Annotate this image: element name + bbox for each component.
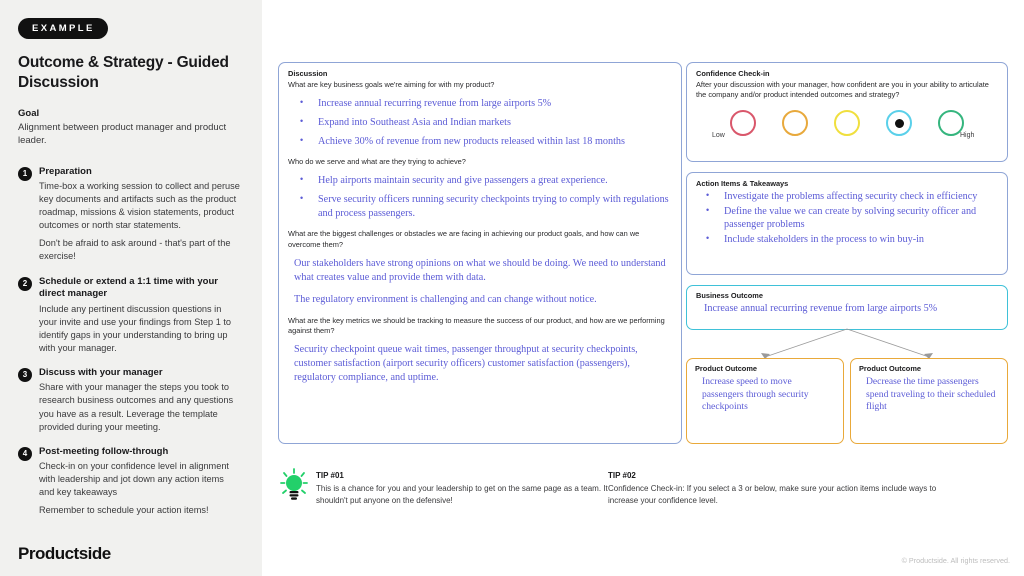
step-paragraph: Time-box a working session to collect and peruse key documents and artifacts such as the product roadmap, missions & vision statements, product outcomes or north star statements. [39, 181, 240, 231]
confidence-selected-dot [895, 119, 904, 128]
step-1 [18, 166, 240, 264]
step-number-badge: 2 [18, 277, 32, 291]
discussion-question: Who do we serve and what are they trying to achieve? [288, 157, 466, 167]
confidence-high-label: High [960, 132, 975, 140]
confidence-option-2[interactable] [782, 110, 808, 136]
product-outcome-card-1 [686, 358, 844, 444]
step-body [39, 367, 240, 434]
confidence-option-3[interactable] [834, 110, 860, 136]
tips-row [278, 468, 1018, 506]
steps-list [18, 166, 240, 518]
product-outcome-text-2: Decrease the time passengers spend traveling to their scheduled flight [866, 376, 996, 413]
discussion-panel [278, 62, 682, 444]
step-paragraph: Remember to schedule your action items! [39, 505, 209, 516]
tip-01-text: This is a chance for you and your leadership to get on the same page as a team. It shouldn't put anyone on the defensive! [316, 484, 608, 505]
confidence-panel [686, 62, 1008, 162]
tip-01-title: TIP #01 [316, 471, 344, 480]
discussion-answer-list [288, 97, 672, 148]
step-title: Preparation [39, 165, 92, 177]
discussion-answer-text: The regulatory environment is challenging and can change without notice. [294, 294, 597, 306]
confidence-scale[interactable] [696, 110, 998, 140]
confidence-radio[interactable] [834, 110, 860, 136]
step-number-badge: 4 [18, 447, 32, 461]
step-paragraph: Include any pertinent discussion questions in your invite and use your findings from Step 1 to identify gaps in your understanding to bring up with your manager. [39, 303, 232, 353]
step-body [39, 446, 240, 518]
list-item: • Include stakeholders in the process to win buy-in [696, 233, 998, 247]
list-item: • Expand into Southeast Asia and Indian markets [288, 116, 672, 130]
list-item: • Serve security officers running security checkpoints trying to comply with regulations and process passengers. [288, 193, 672, 220]
lightbulb-icon [278, 468, 310, 502]
discussion-answer-text: Our stakeholders have strong opinions on what we should be doing. We need to understand what creates value and provide them with data. [294, 257, 666, 283]
discussion-question: What are the biggest challenges or obstacles we are facing in achieving our product goals, and how can we overcome them? [288, 229, 640, 249]
discussion-blocks [288, 80, 672, 384]
discussion-question: What are the key metrics we should be tracking to measure the success of our product, and how are we performing against them? [288, 315, 665, 336]
list-item: • Increase annual recurring revenue from large airports 5% [288, 97, 672, 111]
goal-label: Goal [18, 107, 40, 119]
sidebar [0, 0, 262, 576]
step-title: Schedule or extend a 1:1 time with your direct manager [39, 275, 218, 300]
tip-02-text: Confidence Check-in: If you select a 3 or below, make sure your action items include ways to increase your confidence level. [608, 484, 937, 505]
step-number-badge: 3 [18, 368, 32, 382]
goal-text: Alignment between product manager and product leader. [18, 121, 227, 147]
page-title: Outcome & Strategy - Guided Discussion [18, 54, 229, 91]
example-badge: EXAMPLE [18, 18, 108, 39]
confidence-radio[interactable] [886, 110, 912, 136]
step-paragraph: Share with your manager the steps you took to research business outcomes and any questions you have as a result. Leverage the template provided during your meeting. [39, 382, 234, 432]
discussion-label: Discussion [288, 69, 328, 78]
business-outcome-label: Business Outcome [696, 291, 763, 300]
discussion-question: What are key business goals we're aiming for with my product? [288, 80, 495, 89]
action-items-list [696, 190, 998, 247]
list-item: • Achieve 30% of revenue from new products released within last 18 months [288, 135, 672, 149]
business-outcome-text: Increase annual recurring revenue from large airports 5% [704, 303, 938, 314]
confidence-option-1[interactable] [712, 110, 756, 140]
brand-logo: Productside [18, 544, 111, 563]
copyright-text: © Productside. All rights reserved. [901, 556, 1010, 565]
main-canvas [262, 0, 1024, 576]
step-paragraph: Don't be afraid to ask around - that's part of the exercise! [39, 238, 231, 262]
list-item: • Define the value we can create by solving security officer and passenger problems [696, 205, 998, 232]
step-4 [18, 446, 240, 518]
confidence-label: Confidence Check-in [696, 69, 770, 78]
list-item: • Help airports maintain security and give passengers a great experience. [288, 174, 672, 188]
step-body [39, 276, 240, 355]
confidence-question: After your discussion with your manager, how confident are you in your ability to articulate the company and/or product intended outcomes and strategy? [696, 80, 989, 100]
step-body [39, 166, 240, 264]
step-paragraph: Check-in on your confidence level in alignment with leadership and jot down any action items and key takeaways [39, 461, 229, 498]
product-outcome-text-1: Increase speed to move passengers through security checkpoints [702, 376, 809, 413]
list-item: • Investigate the problems affecting security check in efficiency [696, 190, 998, 204]
confidence-option-4[interactable] [886, 110, 912, 136]
confidence-radio[interactable] [730, 110, 756, 136]
step-2 [18, 276, 240, 355]
discussion-answer-list [288, 174, 672, 220]
confidence-low-label: Low [712, 132, 725, 140]
confidence-radio[interactable] [782, 110, 808, 136]
action-items-label: Action Items & Takeaways [696, 179, 789, 188]
product-outcome-label-2: Product Outcome [859, 364, 922, 373]
step-3 [18, 367, 240, 434]
tip-01 [278, 468, 608, 506]
business-outcome-card [686, 285, 1008, 330]
tip-02-title: TIP #02 [608, 471, 636, 480]
step-title: Post-meeting follow-through [39, 445, 169, 457]
discussion-answer-text: Security checkpoint queue wait times, passenger throughput at security checkpoints, customer satisfaction (airport security officers) customer satisfaction (passengers), regulatory compliance, and uptime. [294, 344, 638, 383]
product-outcome-card-2 [850, 358, 1008, 444]
outcome-connector-lines [686, 328, 1008, 362]
step-title: Discuss with your manager [39, 366, 163, 378]
product-outcome-label-1: Product Outcome [695, 364, 758, 373]
confidence-option-5[interactable] [938, 110, 975, 140]
step-number-badge: 1 [18, 167, 32, 181]
action-items-panel [686, 172, 1008, 275]
tip-02 [608, 468, 938, 506]
